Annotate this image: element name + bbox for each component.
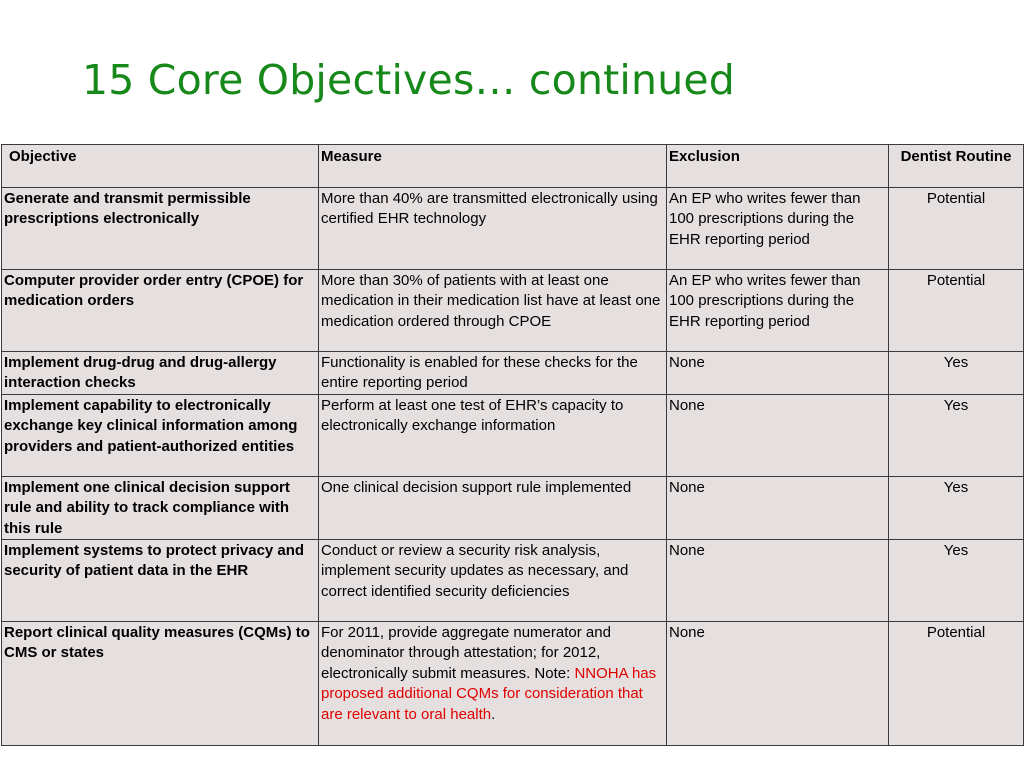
objective-cell: Computer provider order entry (CPOE) for medication orders bbox=[2, 270, 319, 352]
objective-cell: Implement one clinical decision support rule and ability to track compliance with this rule bbox=[2, 476, 319, 539]
header-measure: Measure bbox=[319, 145, 667, 188]
measure-cell: More than 40% are transmitted electronically using certified EHR technology bbox=[319, 188, 667, 270]
table-row bbox=[2, 622, 1024, 746]
measure-cell: Functionality is enabled for these checks for the entire reporting period bbox=[319, 352, 667, 395]
routine-cell: Yes bbox=[889, 394, 1024, 476]
routine-cell: Potential bbox=[889, 622, 1024, 746]
exclusion-cell: None bbox=[667, 622, 889, 746]
table-row bbox=[2, 188, 1024, 270]
measure-cell: More than 30% of patients with at least one medication in their medication list have at least one medication ordered through CPOE bbox=[319, 270, 667, 352]
measure-period: . bbox=[491, 705, 496, 723]
measure-cell bbox=[319, 622, 667, 746]
header-objective: Objective bbox=[2, 145, 319, 188]
routine-cell: Potential bbox=[889, 270, 1024, 352]
measure-cell: Conduct or review a security risk analysis, implement security updates as necessary, and correct identified security deficiencies bbox=[319, 540, 667, 622]
objective-cell: Implement systems to protect privacy and security of patient data in the EHR bbox=[2, 540, 319, 622]
exclusion-cell: None bbox=[667, 476, 889, 539]
objectives-table bbox=[1, 144, 1024, 746]
objective-cell: Implement drug-drug and drug-allergy interaction checks bbox=[2, 352, 319, 395]
slide-title: 15 Core Objectives… continued bbox=[82, 56, 736, 104]
routine-cell: Yes bbox=[889, 476, 1024, 539]
table-row bbox=[2, 352, 1024, 395]
exclusion-cell: None bbox=[667, 540, 889, 622]
objective-cell: Report clinical quality measures (CQMs) to CMS or states bbox=[2, 622, 319, 746]
measure-text: For 2011, provide aggregate numerator and denominator through attestation; for 2012, electronically submit measures. Note: bbox=[321, 624, 611, 682]
exclusion-cell: None bbox=[667, 394, 889, 476]
header-exclusion: Exclusion bbox=[667, 145, 889, 188]
nnoha-note: NNOHA has proposed additional CQMs for consideration that are relevant to oral health bbox=[321, 664, 657, 723]
routine-cell: Yes bbox=[889, 540, 1024, 622]
exclusion-cell: None bbox=[667, 352, 889, 395]
routine-cell: Potential bbox=[889, 188, 1024, 270]
measure-cell: One clinical decision support rule implemented bbox=[319, 476, 667, 539]
table-row bbox=[2, 540, 1024, 622]
header-dentist-routine: Dentist Routine bbox=[889, 145, 1024, 188]
table-row bbox=[2, 394, 1024, 476]
exclusion-cell: An EP who writes fewer than 100 prescriptions during the EHR reporting period bbox=[667, 270, 889, 352]
exclusion-cell: An EP who writes fewer than 100 prescriptions during the EHR reporting period bbox=[667, 188, 889, 270]
measure-cell: Perform at least one test of EHR’s capacity to electronically exchange information bbox=[319, 394, 667, 476]
routine-cell: Yes bbox=[889, 352, 1024, 395]
table-row bbox=[2, 270, 1024, 352]
objective-cell: Implement capability to electronically exchange key clinical information among providers and patient-authorized entities bbox=[2, 394, 319, 476]
objective-cell: Generate and transmit permissible prescriptions electronically bbox=[2, 188, 319, 270]
table-row bbox=[2, 476, 1024, 539]
table-header-row bbox=[2, 145, 1024, 188]
